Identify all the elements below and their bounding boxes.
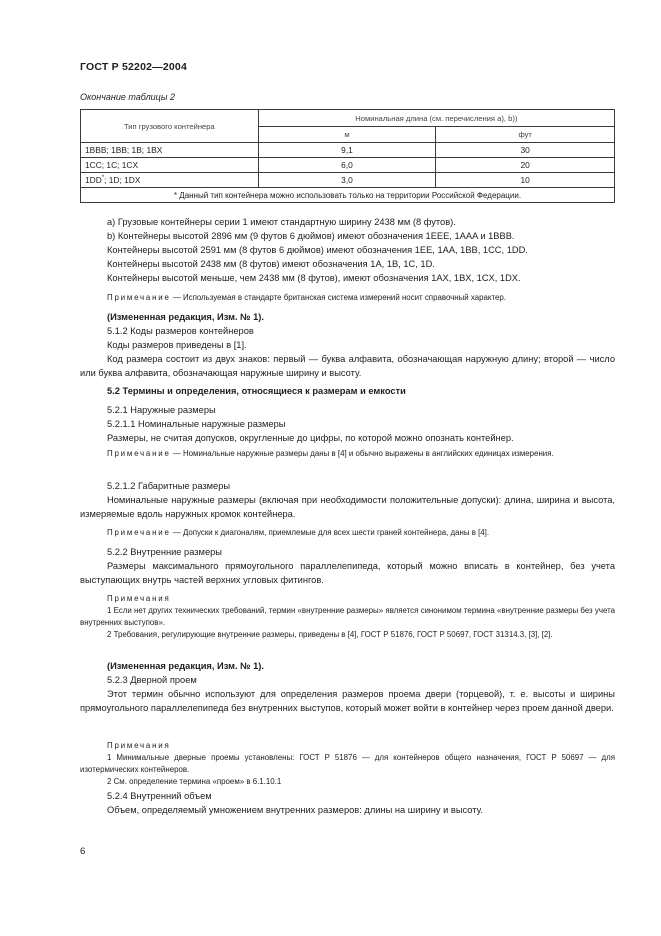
- section-5-2-3-definition: Этот термин обычно используют для определения размеров проема двери (торцевой), т. е. высоты и ширины прямоугольного параллелепипеда без внутренних выступов, который может войти в контейнер через проем данной двери.: [80, 689, 615, 713]
- note-measurement-system: [107, 292, 506, 304]
- standard-header: ГОСТ Р 52202—2004: [80, 61, 188, 73]
- cell-ft: 10: [436, 173, 615, 188]
- section-5-2-4-definition: Объем, определяемый умножением внутренних размеров: длины на ширину и высоту.: [107, 805, 483, 815]
- note-diagonal-tolerances: [107, 527, 489, 539]
- cell-m: 3,0: [258, 173, 436, 188]
- section-5-2-3-title: 5.2.3 Дверной проем: [107, 675, 197, 685]
- section-5-2-1-2-title: 5.2.1.2 Габаритные размеры: [107, 481, 231, 491]
- cell-type-rest: ; 1D; 1DX: [104, 175, 141, 185]
- list-item-b-line3: Контейнеры высотой 2438 мм (8 футов) имеют обозначения 1A, 1B, 1C, 1D.: [107, 259, 435, 269]
- section-5-2-heading: 5.2 Термины и определения, относящиеся к размерам и емкости: [107, 386, 406, 396]
- cell-type: 1BBB; 1BB; 1B; 1BX: [81, 143, 259, 158]
- cell-ft: 20: [436, 158, 615, 173]
- notes-label: Примечания: [107, 741, 171, 750]
- table-row: [81, 173, 615, 188]
- header-nominal-length: Номинальная длина (см. перечисления а), b)): [258, 110, 614, 127]
- footnote-mark: *: [101, 175, 105, 181]
- page-number: 6: [80, 846, 86, 857]
- list-item-a: а) Грузовые контейнеры серии 1 имеют стандартную ширину 2438 мм (8 футов).: [107, 217, 456, 227]
- section-5-1-2-paragraph: Код размера состоит из двух знаков: первый — буква алфавита, обозначающая наружную длину; второй — число или буква алфавита, обозначающая наружные ширину и высоту.: [80, 354, 615, 378]
- note-label: Примечание: [107, 528, 171, 537]
- note-label: Примечание: [107, 293, 171, 302]
- note-nominal-dimensions: [80, 448, 615, 460]
- cell-m: 9,1: [258, 143, 436, 158]
- header-unit-m: м: [258, 127, 436, 143]
- table-caption: Окончание таблицы 2: [80, 92, 175, 102]
- edit-note: (Измененная редакция, Изм. № 1).: [107, 661, 264, 671]
- section-5-2-1-1-definition: Размеры, не считая допусков, округленные до цифры, по которой можно опознать контейнер.: [107, 433, 514, 443]
- note-door-openings-2: 2 См. определение термина «проем» в 6.1.10.1: [107, 777, 282, 786]
- table-footnote: * Данный тип контейнера можно использовать только на территории Российской Федерации.: [81, 188, 615, 203]
- cell-ft: 30: [436, 143, 615, 158]
- section-5-1-2-line: Коды размеров приведены в [1].: [107, 340, 247, 350]
- list-item-b: b) Контейнеры высотой 2896 мм (9 футов 6 дюймов) имеют обозначения 1EEE, 1AAA и 1BBB.: [107, 231, 515, 241]
- notes-label: Примечания: [107, 594, 171, 603]
- note-text: — Номинальные наружные размеры даны в [4] и обычно выражены в английских единицах измерения.: [170, 449, 554, 458]
- section-5-2-1-2-definition: Номинальные наружные размеры (включая при необходимости положительные допуски): длина, ширина и высота, измеряемые вдоль наружных кромок контейнера.: [80, 495, 615, 519]
- section-5-2-2-definition: Размеры максимального прямоугольного параллелепипеда, который можно вписать в контейнер, без учета выступающих внутрь частей верхних угловых фитингов.: [80, 561, 615, 585]
- edit-note: (Измененная редакция, Изм. № 1).: [107, 312, 264, 322]
- container-length-table: [80, 109, 615, 203]
- note-text: — Допуски к диагоналям, приемлемые для всех шести граней контейнера, даны в [4].: [170, 528, 490, 537]
- cell-type: 1CC; 1C; 1CX: [81, 158, 259, 173]
- list-item-b-line4: Контейнеры высотой меньше, чем 2438 мм (8 футов), имеют обозначения 1AX, 1BX, 1CX, 1DX.: [107, 273, 521, 283]
- table-row: [81, 158, 615, 173]
- note-internal-dimensions-2: 2 Требования, регулирующие внутренние размеры, приведены в [4], ГОСТ Р 51876, ГОСТ Р 50697, ГОСТ 31314.3, [3], [2].: [107, 630, 553, 639]
- header-container-type: Тип грузового контейнера: [81, 110, 259, 143]
- section-5-1-2-title: 5.1.2 Коды размеров контейнеров: [107, 326, 254, 336]
- list-item-b-line2: Контейнеры высотой 2591 мм (8 футов 6 дюймов) имеют обозначения 1EE, 1AA, 1BB, 1CC, 1DD.: [107, 245, 528, 255]
- cell-type: [81, 173, 259, 188]
- section-5-2-1-1-title: 5.2.1.1 Номинальные наружные размеры: [107, 419, 286, 429]
- section-5-2-1-title: 5.2.1 Наружные размеры: [107, 405, 216, 415]
- cell-m: 6,0: [258, 158, 436, 173]
- cell-type-main: 1DD: [85, 175, 102, 185]
- header-unit-ft: фут: [436, 127, 615, 143]
- note-label: Примечание: [107, 449, 171, 458]
- note-text: — Используемая в стандарте британская система измерений носит справочный характер.: [170, 293, 506, 302]
- note-internal-dimensions-1: 1 Если нет других технических требований, термин «внутренние размеры» является синонимом термина «внутренние размеры без учета внутренних выступов».: [80, 606, 615, 627]
- section-5-2-2-title: 5.2.2 Внутренние размеры: [107, 547, 222, 557]
- note-door-openings-1: 1 Минимальные дверные проемы установлены: ГОСТ Р 51876 — для контейнеров общего назначения, ГОСТ Р 50697 — для изотермических контейнеров.: [80, 753, 615, 774]
- table-row: [81, 143, 615, 158]
- table-footnote-row: [81, 188, 615, 203]
- section-5-2-4-title: 5.2.4 Внутренний объем: [107, 791, 212, 801]
